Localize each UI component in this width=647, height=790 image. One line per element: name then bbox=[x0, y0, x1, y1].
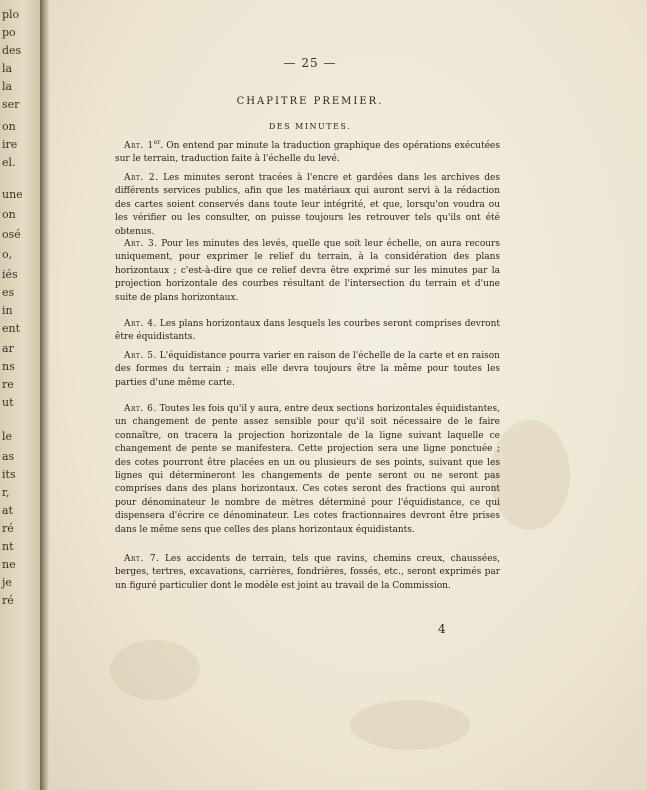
left-fragment: ent bbox=[2, 322, 21, 335]
left-fragment: on bbox=[2, 208, 16, 221]
left-fragment: iés bbox=[2, 268, 18, 281]
article-label: Art. 6. bbox=[124, 404, 157, 414]
left-fragment: je bbox=[2, 576, 12, 589]
article-7 bbox=[115, 553, 500, 593]
left-fragment: ne bbox=[2, 558, 16, 571]
left-fragment: re bbox=[2, 378, 14, 391]
article-label: Art. 4. bbox=[124, 319, 157, 329]
left-fragment: ns bbox=[2, 360, 15, 373]
left-fragment: osé bbox=[2, 228, 21, 241]
left-fragment: o, bbox=[2, 248, 13, 261]
left-fragment: la bbox=[2, 62, 13, 75]
article-label: Art. 2. bbox=[124, 173, 159, 183]
left-page-edge bbox=[0, 0, 40, 790]
left-fragment: as bbox=[2, 450, 15, 463]
signature-mark: 4 bbox=[438, 622, 446, 636]
left-fragment: une bbox=[2, 188, 23, 201]
paper-stain bbox=[110, 640, 200, 700]
left-fragment: ré bbox=[2, 594, 14, 607]
left-fragment: po bbox=[2, 26, 16, 39]
right-page bbox=[50, 0, 647, 790]
left-fragment: ar bbox=[2, 342, 14, 355]
article-text: Pour les minutes des levés, quelle que soit leur échelle, on aura recours uniquement, pour exprimer le relief du terrain, à la considération des plans horizontaux ; c'est-à-dire que ce relief devra être exprimé sur les minutes par la projection horizontale des courbes résultant de l'intersection du terrain et d'une suite de plans horizontaux. bbox=[115, 239, 500, 303]
left-fragment: des bbox=[2, 44, 22, 57]
article-label: Art. 7. bbox=[124, 554, 160, 564]
left-fragment: ser bbox=[2, 98, 20, 111]
article-3 bbox=[115, 238, 500, 305]
left-fragment: at bbox=[2, 504, 13, 517]
article-text: Toutes les fois qu'il y aura, entre deux sections horizontales équidistantes, un changement de pente assez sensible pour qu'il soit nécessaire de le faire connaître, on tracera la projection horizontale de la ligne suivant laquelle ce changement de pente se manifestera. Cette projection sera une ligne ponctuée ; des cotes pourront être placées en un ou plusieurs de ses points, suivant que les lignes qui détermineront les changements de pente seront ou ne seront pas comprises dans des plans horizontaux. Ces cotes seront des fractions qui auront pour dénominateur le nombre de mètres déterminé pour l'équidistance, ce qui dispensera d'écrire ce dénominateur. Les cotes fractionnaires devront être prises dans le même sens que celles des plans horizontaux équidistants. bbox=[115, 404, 500, 535]
left-fragment: ire bbox=[2, 138, 18, 151]
article-1 bbox=[115, 140, 500, 167]
article-6 bbox=[115, 403, 500, 537]
left-fragment: plo bbox=[2, 8, 20, 21]
article-text: L'équidistance pourra varier en raison de l'échelle de la carte et en raison des formes du terrain ; mais elle devra toujours être la même pour toutes les parties d'une même carte. bbox=[115, 351, 500, 388]
article-label-sup: er bbox=[153, 139, 161, 146]
article-label: Art. 1 bbox=[124, 141, 154, 151]
left-fragment: its bbox=[2, 468, 16, 481]
page-number: — 25 — bbox=[283, 56, 337, 70]
left-fragment: nt bbox=[2, 540, 14, 553]
article-4 bbox=[115, 318, 500, 345]
left-fragment: ré bbox=[2, 522, 14, 535]
article-text: Les accidents de terrain, tels que ravins, chemins creux, chaussées, berges, tertres, excavations, carrières, fondrières, fossés, etc., seront exprimés par un figuré particulier dont le modèle est joint au travail de la Commission. bbox=[115, 554, 500, 591]
article-text: Les plans horizontaux dans lesquels les courbes seront comprises devront être équidistants. bbox=[115, 319, 500, 343]
paper-stain bbox=[490, 420, 570, 530]
article-text: . On entend par minute la traduction graphique des opérations exécutées sur le terrain, traduction faite à l'échelle du levé. bbox=[115, 141, 500, 165]
left-fragment: es bbox=[2, 286, 15, 299]
chapter-title: CHAPITRE PREMIER. bbox=[236, 96, 384, 107]
left-fragment: r, bbox=[2, 486, 10, 499]
article-text: Les minutes seront tracées à l'encre et gardées dans les archives des différents services publics, afin que les matériaux qui auront servi à la rédaction des cartes soient conservés dans toute leur intégrité, et que, lorsqu'on voudra ou les vérifier ou les consulter, on puisse toujours les retrouver tels qu'ils ont été obtenus. bbox=[115, 173, 500, 237]
article-label: Art. 5. bbox=[124, 351, 157, 361]
book-gutter bbox=[40, 0, 50, 790]
left-fragment: on bbox=[2, 120, 16, 133]
article-2 bbox=[115, 172, 500, 239]
paper-stain bbox=[350, 700, 470, 750]
left-fragment: el. bbox=[2, 156, 16, 169]
article-label: Art. 3. bbox=[124, 239, 158, 249]
left-fragment: le bbox=[2, 430, 13, 443]
left-fragment: la bbox=[2, 80, 13, 93]
section-title: DES MINUTES. bbox=[268, 122, 352, 131]
left-fragment: ut bbox=[2, 396, 14, 409]
article-5 bbox=[115, 350, 500, 390]
left-fragment: in bbox=[2, 304, 13, 317]
